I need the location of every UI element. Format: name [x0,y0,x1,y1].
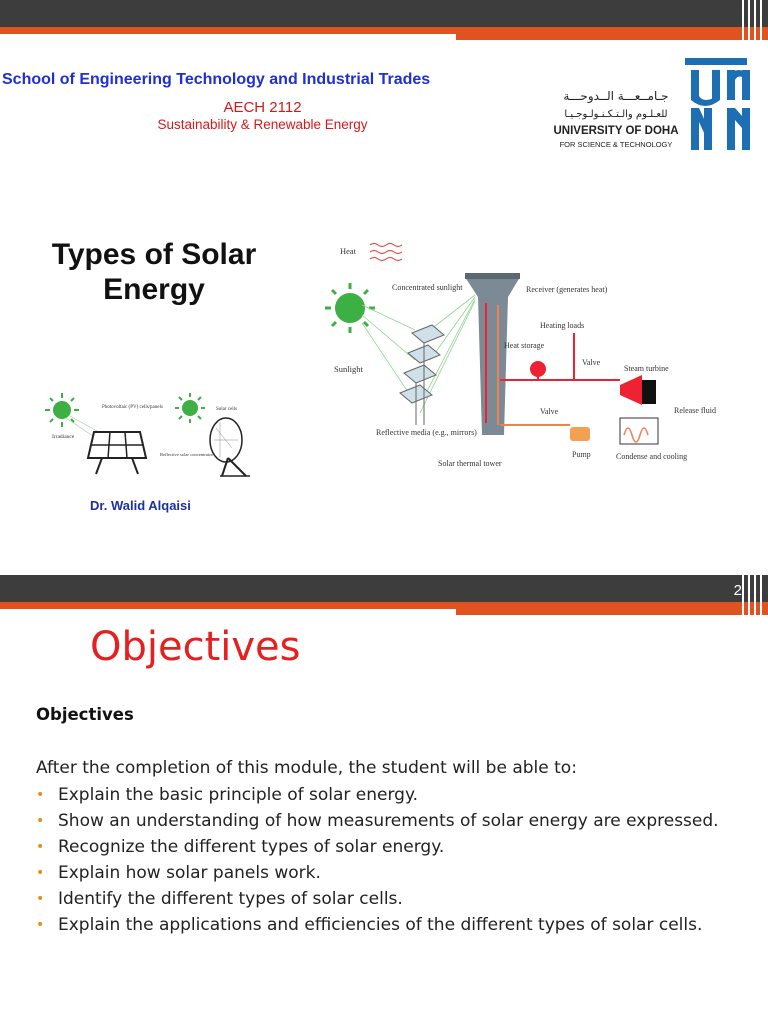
school-name: School of Engineering Technology and Industrial Trades [2,71,431,88]
pump-label: Pump [572,450,591,459]
list-item [36,810,756,833]
intro-text: After the completion of this module, the student will be able to: [36,758,577,778]
slide-header-accent-right [456,34,768,40]
list-item-text: Explain the applications and efficiencies of the different types of solar cells. [58,915,703,935]
list-item-text: Explain how solar panels work. [58,863,321,883]
slide-title: Types of Solar Energy [51,238,257,306]
course-code: AECH 2112 [223,99,302,116]
pv-concentrator-label: Reflective solar concentrator [160,452,214,457]
logo-name-line1: UNIVERSITY OF DOHA [553,125,679,137]
slide-header-accent [0,27,768,34]
sun-icon [45,393,79,427]
section-heading: Objectives [36,705,134,724]
bullet-icon: • [36,891,45,907]
pv-solar-cells-label: Solar cells [216,407,237,412]
bullet-icon: • [36,787,45,803]
university-logo [532,56,762,156]
logo-arabic-line2: للعـلـوم والـتـكـنـولـوجـيـا [564,109,668,120]
list-item-text: Show an understanding of how measurements of solar energy are expressed. [58,811,719,831]
logo-name-line2: FOR SCIENCE & TECHNOLOGY [559,140,673,149]
course-name: Sustainability & Renewable Energy [157,117,368,132]
header-stripes [738,575,768,615]
list-item [36,784,756,807]
author-name: Dr. Walid Alqaisi [90,498,191,513]
objectives-slide [0,575,768,1024]
heat-label: Heat [340,246,357,256]
reflective-media-label: Reflective media (e.g., mirrors) [376,428,477,437]
slide-header-bar [0,575,768,602]
heat-storage-icon [530,361,546,377]
bullet-icon: • [36,865,45,881]
list-item [36,914,756,937]
dish-concentrator-icon [210,418,250,476]
condenser-icon [620,418,658,444]
pv-panels-label: Photovoltaic (PV) cells/panels [102,405,163,410]
page-number: 2 [733,582,742,599]
steam-turbine-label: Steam turbine [624,364,669,373]
slide-gap [0,548,768,575]
list-item-text: Identify the different types of solar cells. [58,889,403,909]
objectives-list [36,784,756,940]
logo-emblem-icon [685,58,750,150]
sunlight-label: Sunlight [334,364,363,374]
mirror-array-icon [400,325,444,425]
pump-icon [570,427,590,441]
logo-arabic-line1: جـامــعـــة الــدوحـــة [563,89,669,103]
heating-loads-label: Heating loads [540,321,585,330]
heat-waves-icon [370,244,402,261]
receiver-label: Receiver (generates heat) [526,285,608,294]
steam-turbine-icon [620,375,656,405]
concentrated-sunlight-label: Concentrated sunlight [392,283,463,292]
tower-icon [465,273,520,435]
slide-header-accent [0,602,768,609]
valve-top-label: Valve [582,358,601,367]
bullet-icon: • [36,839,45,855]
solar-panel-icon [88,432,146,474]
bullet-icon: • [36,813,45,829]
list-item [36,862,756,885]
release-fluid-label: Release fluid [674,406,716,415]
header-stripes [738,0,768,40]
condense-label: Condense and cooling [616,452,688,461]
list-item [36,888,756,911]
list-item-text: Recognize the different types of solar energy. [58,837,445,857]
slide-header-accent-right [456,609,768,615]
slide-header-bar [0,0,768,27]
sun-icon-2 [175,393,205,423]
list-item-text: Explain the basic principle of solar energy. [58,785,418,805]
heat-storage-label: Heat storage [504,341,545,350]
valve-bottom-label: Valve [540,407,559,416]
photovoltaic-illustration [36,388,258,480]
list-item [36,836,756,859]
solar-thermal-tower-diagram [320,235,720,480]
pv-irradiance-label: Irradiance [52,434,75,440]
tower-label: Solar thermal tower [438,459,502,468]
bullet-icon: • [36,917,45,933]
slide-title: Objectives [90,624,301,670]
